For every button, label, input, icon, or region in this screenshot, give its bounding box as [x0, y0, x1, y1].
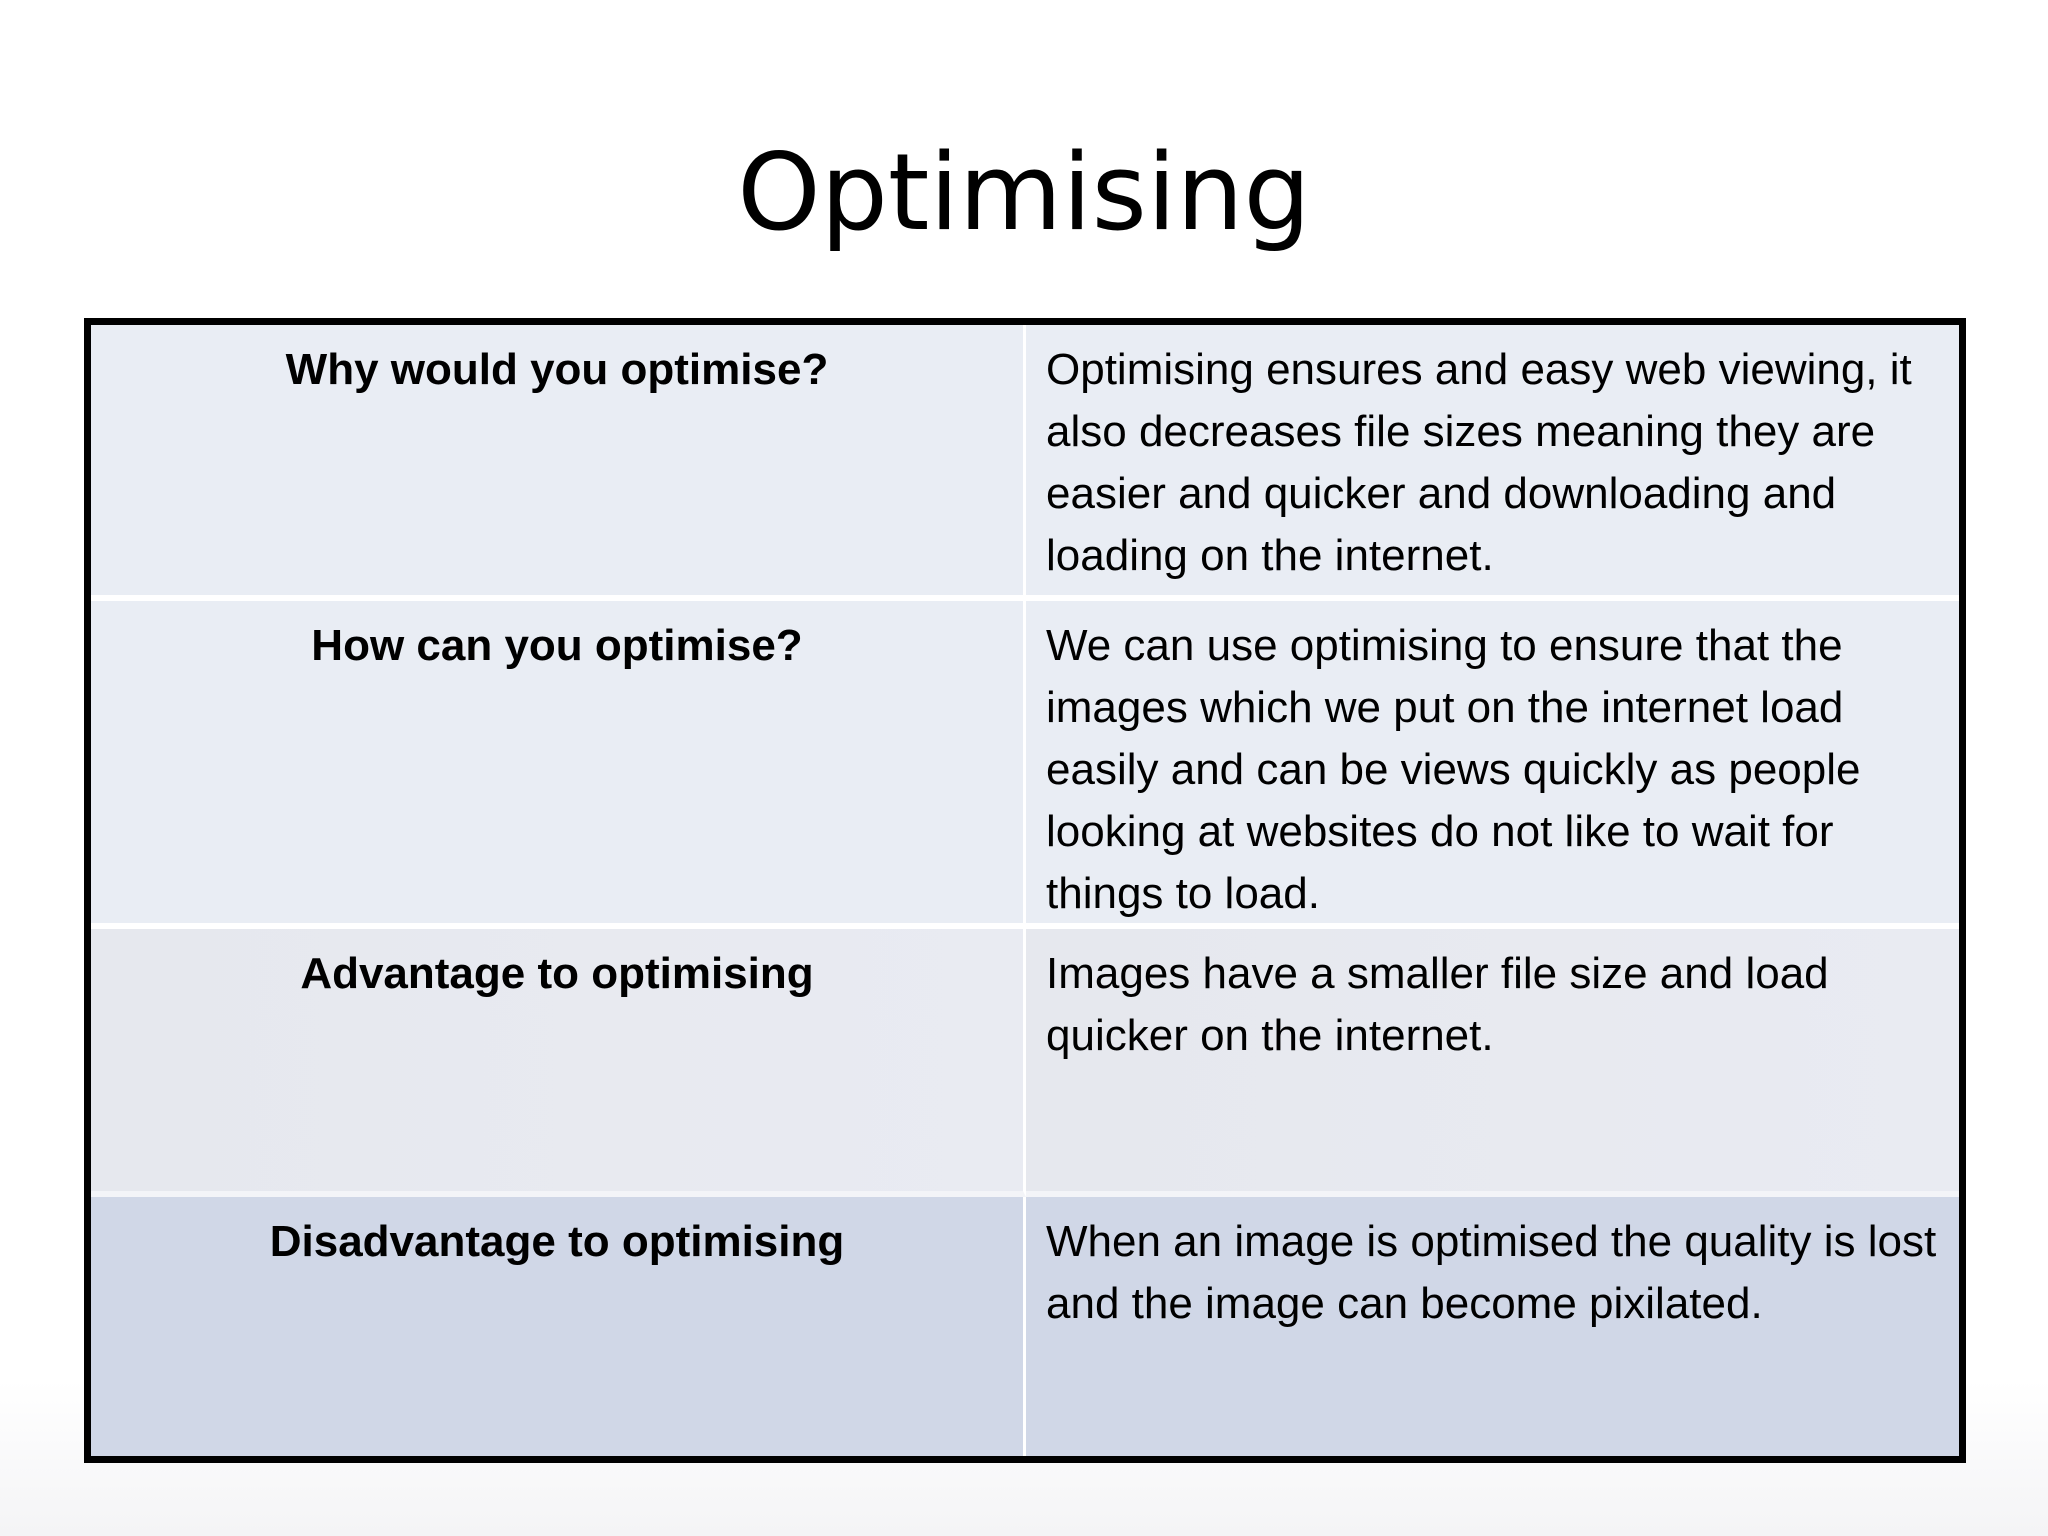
- row-disadvantage-answer: When an image is optimised the quality is lost and the image can become pixilated.: [1026, 1197, 1959, 1456]
- row-how-question: How can you optimise?: [91, 601, 1026, 929]
- optimising-table: [84, 318, 1966, 1463]
- row-how-answer: We can use optimising to ensure that the images which we put on the internet load easily and can be views quickly as people looking at websites do not like to wait for things to load.: [1026, 601, 1959, 929]
- slide-title: Optimising: [737, 131, 1311, 254]
- row-why-answer: Optimising ensures and easy web viewing, it also decreases file sizes meaning they are easier and quicker and downloading and loading on the internet.: [1026, 325, 1959, 601]
- row-disadvantage-question: Disadvantage to optimising: [91, 1197, 1026, 1456]
- row-advantage-answer: Images have a smaller file size and load quicker on the internet.: [1026, 929, 1959, 1197]
- row-why-question: Why would you optimise?: [91, 325, 1026, 601]
- row-advantage-question: Advantage to optimising: [91, 929, 1026, 1197]
- table-grid: [91, 325, 1959, 1456]
